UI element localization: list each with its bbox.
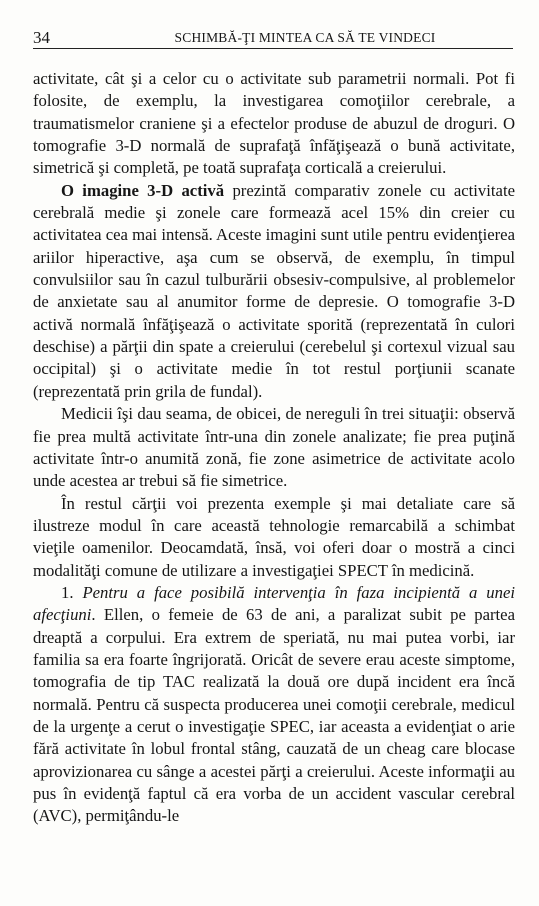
body-text xyxy=(33,68,515,828)
paragraph-5-text: . Ellen, o femeie de 63 de ani, a paralizat subit pe partea dreaptă a corpului. Era extrem de speriată, nu mai putea vorbi, iar familia sa era foarte îngrijorată. Oricât de severe erau aceste simptome, tomografia de tip TAC realizată la două ore după incident era încă normală. Pentru că suspecta producerea unei comoţii cerebrale, medicul de la urgenţe a cerut o investigaţie SPEC, iar aceasta a evidenţiat o arie fără activitate în lobul frontal stâng, cauzată de un cheag care blocase aprovizionarea cu sânge a acestei părţi a creierului. Aceste informaţii au pus în evidenţă faptul că era vorba de un accident vascular cerebral (AVC), permiţându-le xyxy=(33,605,515,826)
page-header xyxy=(33,26,513,49)
list-number: 1. xyxy=(61,582,83,602)
paragraph-4 xyxy=(33,493,515,582)
running-title: SCHIMBĂ-ŢI MINTEA CA SĂ TE VINDECI xyxy=(174,30,436,45)
paragraph-4-text: În restul cărţii voi prezenta exemple şi mai detaliate care să ilustreze modul în care această tehnologie remarcabilă a schimbat vieţile oamenilor. Deocamdată, însă, voi oferi doar o mostră a cinci modalităţi comune de utilizare a investigaţiei SPECT în medicină. xyxy=(33,493,515,580)
term-3d-active-image: O imagine 3-D activă xyxy=(61,180,225,200)
paragraph-2-text: prezintă comparativ zonele cu activitate cerebrală medie şi zonele care formează acel 15% din creier cu activitatea cea mai intensă. Aceste imagini sunt utile pentru evidenţierea ariilor hiperactive, aşa cum se observă, de exemplu, în timpul convulsiilor sau în cazul tulburării obsesiv-compulsive, al problemelor de anxietate sau al anumitor forme de depresie. O tomografie 3-D activă normală înfăţişează o activitate sporită (reprezentată în culori deschise) a părţii din spate a creierului (cerebelul şi cortexul vizual sau occipital) şi o activitate medie în tot restul porţiunii scanate (reprezentată prin grila de fundal). xyxy=(33,180,515,401)
paragraph-5 xyxy=(33,582,515,828)
paragraph-2 xyxy=(33,180,515,403)
page-number: 34 xyxy=(33,28,50,47)
list-heading: Pentru a face posibilă intervenţia în faza incipientă a unei afecţiuni xyxy=(33,582,516,625)
paragraph-3-text: Medicii îşi dau seama, de obicei, de nereguli în trei situaţii: observă fie prea multă activitate într-una din zonele analizate; fie prea puţină activitate într-o anumită zonă, fie zone asimetrice de activitate acolo unde acestea ar trebui să fie simetrice. xyxy=(33,404,515,491)
paragraph-1-text: activitate, cât şi a celor cu o activitate sub parametrii normali. Pot fi folosite, de exemplu, la investigarea comoţiilor cerebrale, a traumatismelor craniene şi a efectelor produse de abuzul de droguri. O tomografie 3-D normală de suprafaţă înfăţişează o bună activitate, simetrică şi completă, pe toată suprafaţa corticală a creierului. xyxy=(33,69,515,178)
paragraph-1 xyxy=(33,68,515,180)
paragraph-3 xyxy=(33,403,515,492)
